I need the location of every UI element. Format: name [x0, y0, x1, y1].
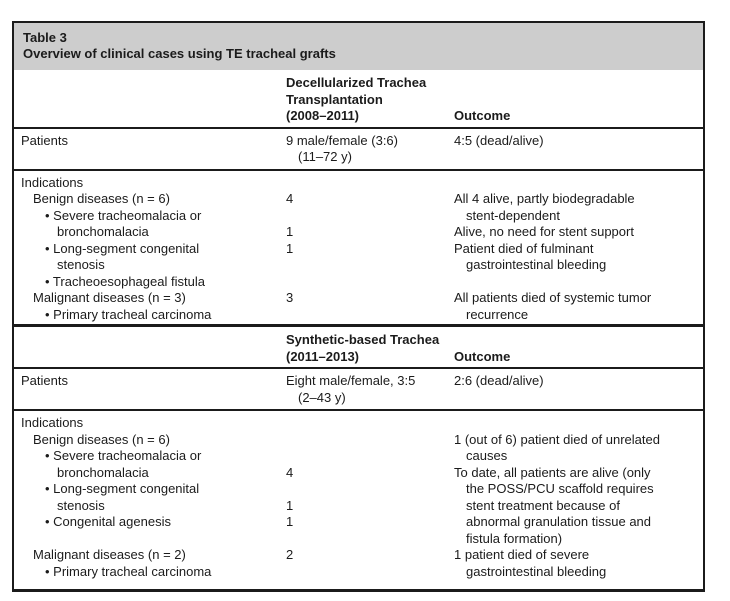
- count-cell: 1: [286, 514, 294, 529]
- cell-line: 9 male/female (3:6): [286, 132, 398, 148]
- indication-rows: [14, 191, 703, 323]
- patients-outcome: 2:6 (dead/alive): [454, 373, 544, 388]
- outcome-cell: recurrence: [466, 306, 529, 322]
- indications-block: [14, 171, 703, 325]
- outcome-cell: 1 patient died of severe: [454, 547, 590, 562]
- indication-cell: stenosis: [57, 257, 105, 272]
- patients-label: Patients: [21, 132, 68, 148]
- indication-row: [14, 481, 703, 498]
- indication-cell: • Long-segment congenital: [45, 481, 200, 496]
- indication-cell: [14, 531, 286, 548]
- indication-row: [14, 498, 703, 515]
- indication-cell: bronchomalacia: [57, 464, 149, 480]
- outcome-cell: Patient died of fulminant: [454, 240, 594, 256]
- outcome-cell: the POSS/PCU scaffold requires: [466, 481, 654, 496]
- indication-cell: • Severe tracheomalacia or: [45, 207, 202, 223]
- outcome-cell: [454, 274, 703, 291]
- outcome-cell: fistula formation): [466, 530, 563, 546]
- cell-line: Transplantation: [286, 91, 383, 107]
- column-header-row: [14, 70, 703, 129]
- outcome-cell: 1 (out of 6) patient died of unrelated: [454, 431, 660, 447]
- indications-block: [14, 411, 703, 589]
- indication-cell: Benign diseases (n = 6): [33, 431, 170, 447]
- indication-row: [14, 432, 703, 449]
- section-decellularized-trachea: [14, 70, 703, 324]
- count-cell: 4: [286, 191, 294, 206]
- indication-row: [14, 465, 703, 482]
- indication-rows: [14, 432, 703, 581]
- column-header-row: [14, 327, 703, 369]
- outcome-cell: Alive, no need for stent support: [454, 224, 634, 239]
- patients-value: [286, 373, 454, 406]
- indications-heading: Indications: [21, 415, 84, 430]
- count-cell: [286, 274, 454, 291]
- indication-cell: • Primary tracheal carcinoma: [45, 563, 212, 579]
- indication-row: [14, 514, 703, 531]
- outcome-cell: To date, all patients are alive (only: [454, 464, 651, 480]
- indications-heading: Indications: [21, 174, 84, 190]
- count-cell: [286, 448, 454, 465]
- count-cell: 2: [286, 547, 294, 562]
- treatment-column-header: [286, 75, 454, 125]
- count-cell: [286, 307, 454, 324]
- outcome-cell: All 4 alive, partly biodegradable: [454, 191, 635, 206]
- patients-label: Patients: [21, 373, 68, 388]
- indication-row: [14, 224, 703, 241]
- cell-line: (2–43 y): [298, 389, 346, 405]
- indication-row: [14, 564, 703, 581]
- indication-cell: • Severe tracheomalacia or: [45, 448, 202, 463]
- table-caption-text: Overview of clinical cases using TE tracheal grafts: [23, 46, 336, 61]
- count-cell: 1: [286, 224, 294, 239]
- cell-line: Decellularized Trachea: [286, 75, 427, 90]
- table-caption: [14, 23, 703, 70]
- outcome-cell: stent treatment because of: [466, 497, 620, 513]
- outcome-cell: causes: [466, 448, 508, 463]
- outcome-cell: All patients died of systemic tumor: [454, 290, 652, 305]
- count-cell: [286, 531, 454, 548]
- indication-row: [14, 290, 703, 307]
- patients-outcome: 4:5 (dead/alive): [454, 132, 544, 148]
- indication-cell: bronchomalacia: [57, 224, 149, 239]
- count-cell: 1: [286, 497, 294, 513]
- indication-row: [14, 307, 703, 324]
- count-cell: [286, 432, 454, 449]
- indication-row: [14, 531, 703, 548]
- indication-row: [14, 257, 703, 274]
- indication-row: [14, 241, 703, 258]
- cell-line: (11–72 y): [298, 149, 352, 164]
- count-cell: 3: [286, 290, 294, 305]
- section-synthetic-trachea: [14, 327, 703, 589]
- table-number: Table 3: [23, 30, 67, 45]
- indication-cell: stenosis: [57, 497, 105, 513]
- indication-cell: • Tracheoesophageal fistula: [45, 273, 205, 289]
- treatment-column-header: [286, 332, 454, 365]
- count-cell: 4: [286, 464, 294, 480]
- indication-row: [14, 448, 703, 465]
- outcome-column-header: Outcome: [454, 108, 511, 123]
- indication-cell: • Congenital agenesis: [45, 514, 171, 529]
- count-cell: [286, 564, 454, 581]
- cell-line: Eight male/female, 3:5: [286, 373, 416, 388]
- outcome-column-header: Outcome: [454, 348, 511, 364]
- count-cell: [286, 481, 454, 498]
- count-cell: [286, 208, 454, 225]
- indication-row: [14, 274, 703, 291]
- patients-value: [286, 133, 454, 166]
- patients-row: [14, 369, 703, 411]
- indication-cell: • Primary tracheal carcinoma: [45, 306, 212, 322]
- indication-cell: Malignant diseases (n = 3): [33, 290, 186, 305]
- indication-cell: Benign diseases (n = 6): [33, 191, 170, 206]
- outcome-cell: stent-dependent: [466, 207, 560, 223]
- cell-line: (2011–2013): [286, 348, 360, 364]
- table-3-panel: [12, 21, 705, 592]
- indication-cell: • Long-segment congenital: [45, 240, 200, 256]
- outcome-cell: gastrointestinal bleeding: [466, 563, 607, 579]
- patients-row: [14, 129, 703, 171]
- outcome-cell: abnormal granulation tissue and: [466, 514, 652, 529]
- cell-line: Synthetic-based Trachea: [286, 332, 440, 347]
- indication-row: [14, 208, 703, 225]
- cell-line: (2008–2011): [286, 108, 360, 123]
- outcome-cell: gastrointestinal bleeding: [466, 257, 607, 272]
- indication-cell: Malignant diseases (n = 2): [33, 547, 186, 562]
- indication-row: [14, 191, 703, 208]
- indication-row: [14, 547, 703, 564]
- count-cell: 1: [286, 240, 294, 256]
- count-cell: [286, 257, 454, 274]
